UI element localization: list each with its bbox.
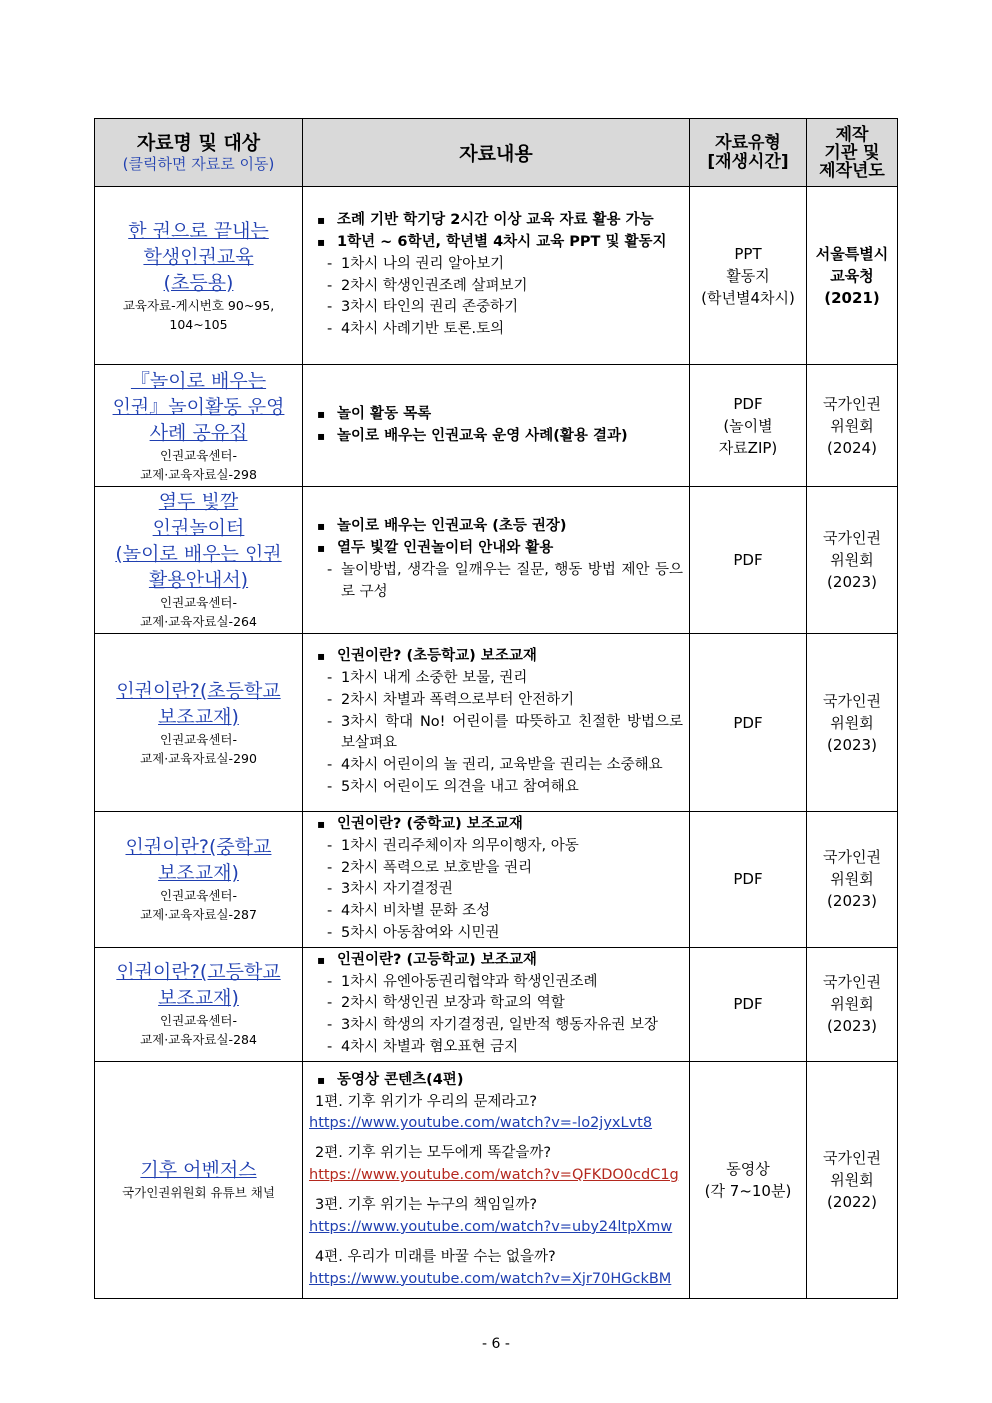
video-episode-title: 2편. 기후 위기는 모두에게 똑같을까?	[315, 1145, 552, 1162]
resource-reference: 교제·교육자료실-298	[140, 466, 257, 482]
video-link[interactable]: https://www.youtube.com/watch?v=Xjr70HGckBM	[309, 1270, 672, 1287]
resource-org: 위원회	[830, 995, 874, 1014]
resource-title-cell	[95, 634, 303, 812]
resource-reference: 교제·교육자료실-287	[140, 907, 257, 923]
content-bullet: ▪ 1학년 ~ 6학년, 학년별 4차시 교육 PPT 및 활동지	[309, 232, 683, 254]
resource-type-cell	[690, 365, 807, 487]
resource-title-link[interactable]: 기후 어벤저스	[140, 1159, 257, 1182]
resource-title-link[interactable]: 보조교재)	[158, 987, 239, 1010]
resource-title-link[interactable]: 보조교재)	[158, 705, 239, 728]
resource-title-link[interactable]: 열두 빛깔	[158, 491, 239, 513]
header-col3-line1: 자료유형	[715, 132, 781, 153]
content-subitem: - 3차시 학대 No! 어린이를 따뜻하고 친절한 방법으로 보살펴요	[309, 712, 683, 756]
resource-content	[303, 644, 689, 801]
content-bullet: ▪ 놀이 활동 목록	[309, 404, 683, 426]
resource-type-cell	[690, 187, 807, 365]
resource-org: (2021)	[824, 288, 880, 307]
header-col4-line3: 제작년도	[819, 160, 885, 181]
resource-content-cell	[303, 365, 690, 487]
spacer	[309, 1186, 683, 1195]
header-type	[690, 119, 807, 187]
resource-title-link[interactable]: 인권이란?(중학교	[125, 836, 272, 859]
resource-title-link[interactable]: 한 권으로 끝내는	[128, 219, 269, 242]
content-bullet: ▪ 인권이란? (고등학교) 보조교재	[309, 950, 683, 972]
resource-table	[94, 118, 898, 1299]
content-subitem: - 1차시 유엔아동권리협약과 학생인권조례	[309, 972, 683, 994]
content-subitem: - 4차시 사례기반 토론.토의	[309, 319, 683, 341]
resource-content-cell	[303, 187, 690, 365]
content-subitem: - 2차시 학생인권 보장과 학교의 역할	[309, 993, 683, 1015]
header-col4-line2: 기관 및	[824, 142, 880, 163]
content-bullet: ▪ 동영상 콘텐츠(4편)	[309, 1070, 683, 1092]
header-col3-line2: [재생시간]	[707, 151, 789, 172]
content-subitem: - 5차시 어린이도 의견을 내고 참여해요	[309, 777, 683, 799]
resource-content	[303, 1068, 689, 1292]
video-link[interactable]: https://www.youtube.com/watch?v=-lo2jyxLvt8	[309, 1115, 653, 1132]
resource-org: 위원회	[830, 870, 874, 889]
spacer	[309, 1238, 683, 1247]
resource-title-cell	[95, 365, 303, 487]
resource-title-link[interactable]: (놀이로 배우는 인권	[115, 543, 282, 565]
resource-org-cell	[807, 812, 898, 948]
resource-title-group	[95, 1155, 302, 1204]
resource-title-cell	[95, 487, 303, 634]
resource-type: 동영상	[726, 1159, 770, 1178]
resource-reference: 인권교육센터-	[160, 595, 237, 610]
table-row	[95, 1061, 898, 1298]
resource-org-cell	[807, 365, 898, 487]
resource-type: PDF	[733, 713, 763, 732]
resource-type: 자료ZIP)	[718, 438, 778, 457]
resource-org-cell	[807, 634, 898, 812]
resource-content	[303, 208, 689, 343]
resource-content	[303, 948, 689, 1061]
resource-type-cell	[690, 947, 807, 1061]
video-episode-title: 3편. 기후 위기는 누구의 책임일까?	[315, 1197, 538, 1214]
resource-org: 국가인권	[823, 848, 881, 867]
resource-title-link[interactable]: 『놀이로 배우는	[130, 369, 267, 392]
resource-org: 국가인권	[823, 973, 881, 992]
header-col1-sub: (클릭하면 자료로 이동)	[122, 154, 275, 173]
resource-type: PDF	[733, 551, 763, 569]
resource-type-cell	[690, 634, 807, 812]
resource-title-link[interactable]: 사례 공유집	[149, 421, 248, 444]
resource-type-cell	[690, 812, 807, 948]
resource-content	[303, 514, 689, 605]
content-bullet: ▪ 인권이란? (초등학교) 보조교재	[309, 646, 683, 668]
resource-reference: 104~105	[169, 316, 228, 332]
resource-title-group	[95, 366, 302, 486]
resource-title-cell	[95, 187, 303, 365]
table-row	[95, 487, 898, 634]
header-col4-line1: 제작	[835, 124, 869, 145]
content-subitem: - 1차시 권리주체이자 의무이행자, 아동	[309, 836, 683, 858]
resource-org: (2022)	[827, 1192, 877, 1211]
resource-type: PPT	[734, 244, 762, 263]
table-row	[95, 634, 898, 812]
content-subitem: - 1차시 나의 권리 알아보기	[309, 254, 683, 276]
table-row	[95, 187, 898, 365]
resource-org-cell	[807, 1061, 898, 1298]
content-subitem: - 3차시 타인의 권리 존중하기	[309, 297, 683, 319]
resource-org: 위원회	[830, 551, 874, 569]
resource-title-group	[95, 957, 302, 1051]
resource-reference: 교제·교육자료실-290	[140, 750, 257, 766]
video-episode-title: 1편. 기후 위기가 우리의 문제라고?	[315, 1093, 538, 1110]
resource-reference: 인권교육센터-	[160, 731, 237, 747]
resource-org-cell	[807, 187, 898, 365]
spacer	[309, 1134, 683, 1143]
resource-org: 국가인권	[823, 394, 881, 413]
page-number: - 6 -	[482, 1336, 510, 1352]
resource-org: 국가인권	[823, 1148, 881, 1167]
resource-org: (2024)	[827, 438, 877, 457]
content-bullet: ▪ 놀이로 배우는 인권교육 운영 사례(활용 결과)	[309, 426, 683, 448]
content-subitem: - 2차시 폭력으로 보호받을 권리	[309, 858, 683, 880]
content-bullet: ▪ 인권이란? (중학교) 보조교재	[309, 814, 683, 836]
resource-org: 국가인권	[823, 691, 881, 710]
resource-org: (2023)	[827, 892, 877, 911]
resource-type: (학년별4차시)	[701, 288, 795, 307]
resource-title-link[interactable]: 보조교재)	[158, 862, 239, 885]
resource-content-cell	[303, 634, 690, 812]
content-subitem: - 놀이방법, 생각을 일깨우는 질문, 행동 방법 제안 등으로 구성	[309, 560, 683, 604]
resource-title-link[interactable]: 학생인권교육	[143, 245, 254, 268]
resource-title-link[interactable]: 인권이란?(고등학교	[116, 961, 281, 984]
resource-title-link[interactable]: 인권놀이터	[152, 517, 245, 539]
resource-reference: 교제·교육자료실-264	[140, 614, 257, 629]
header-col2: 자료내용	[459, 143, 533, 165]
content-bullet: ▪ 놀이로 배우는 인권교육 (초등 권장)	[309, 516, 683, 538]
resource-title-cell	[95, 812, 303, 948]
resource-title-group	[95, 832, 302, 926]
header-title-target	[95, 119, 303, 187]
header-col1-title: 자료명 및 대상	[136, 131, 261, 154]
resource-org: (2023)	[827, 735, 877, 754]
resource-content-cell	[303, 812, 690, 948]
resource-type: PDF	[733, 394, 763, 413]
content-subitem: - 2차시 차별과 폭력으로부터 안전하기	[309, 690, 683, 712]
resource-title-group	[95, 216, 302, 336]
resource-title-cell	[95, 1061, 303, 1298]
resource-type: (각 7~10분)	[704, 1181, 792, 1200]
content-subitem: - 5차시 아동참여와 시민권	[309, 923, 683, 945]
resource-reference: 교육자료-게시번호 90~95,	[122, 297, 275, 313]
content-subitem: - 4차시 어린이의 놀 권리, 교육받을 권리는 소중해요	[309, 755, 683, 777]
video-link[interactable]: https://www.youtube.com/watch?v=QFKDO0cdC1g	[309, 1167, 679, 1184]
video-episode-title: 4편. 우리가 미래를 바꿀 수는 없을까?	[315, 1248, 556, 1265]
resource-org: 위원회	[830, 1170, 874, 1189]
header-org	[807, 119, 898, 187]
resource-reference: 국가인권위원회 유튜브 채널	[122, 1185, 275, 1201]
content-subitem: - 2차시 학생인권조례 살펴보기	[309, 276, 683, 298]
resource-type: PDF	[733, 870, 763, 889]
resource-type-cell	[690, 487, 807, 634]
header-content	[303, 119, 690, 187]
resource-org: 위원회	[830, 416, 874, 435]
resource-type-cell	[690, 1061, 807, 1298]
resource-title-link[interactable]: 인권』놀이활동 운영	[112, 395, 285, 418]
resource-content-cell	[303, 947, 690, 1061]
resource-title-cell	[95, 947, 303, 1061]
resource-content	[303, 812, 689, 947]
resource-org-cell	[807, 947, 898, 1061]
resource-title-link[interactable]: (초등용)	[163, 271, 234, 294]
table-row	[95, 365, 898, 487]
table-row	[95, 947, 898, 1061]
resource-reference: 인권교육센터-	[160, 888, 237, 904]
resource-type: PDF	[733, 995, 763, 1014]
resource-type: 활동지	[726, 266, 770, 285]
resource-org: (2023)	[827, 1017, 877, 1036]
video-link[interactable]: https://www.youtube.com/watch?v=uby24ltpXmw	[309, 1218, 673, 1235]
resource-org: 교육청	[830, 266, 874, 285]
resource-reference: 인권교육센터-	[160, 447, 237, 463]
resource-title-group	[95, 487, 302, 633]
header-row	[95, 119, 898, 187]
table-row	[95, 812, 898, 948]
content-subitem: - 3차시 자기결정권	[309, 879, 683, 901]
resource-org: 서울특별시	[815, 244, 889, 263]
content-subitem: - 3차시 학생의 자기결정권, 일반적 행동자유권 보장	[309, 1015, 683, 1037]
resource-reference: 인권교육센터-	[160, 1013, 237, 1029]
resource-content	[303, 402, 689, 450]
resource-org-cell	[807, 487, 898, 634]
resource-org: 국가인권	[823, 529, 881, 547]
resource-type: (놀이별	[723, 416, 773, 435]
resource-title-group	[95, 676, 302, 770]
content-bullet: ▪ 조례 기반 학기당 2시간 이상 교육 자료 활용 가능	[309, 210, 683, 232]
resource-content-cell	[303, 487, 690, 634]
resource-title-link[interactable]: 활용안내서)	[148, 569, 249, 591]
content-subitem: - 1차시 내게 소중한 보물, 권리	[309, 668, 683, 690]
content-subitem: - 4차시 차별과 혐오표현 금지	[309, 1037, 683, 1059]
resource-org: (2023)	[827, 573, 877, 591]
resource-reference: 교제·교육자료실-284	[140, 1032, 257, 1048]
resource-title-link[interactable]: 인권이란?(초등학교	[116, 679, 281, 702]
resource-org: 위원회	[830, 713, 874, 732]
content-subitem: - 4차시 비차별 문화 조성	[309, 901, 683, 923]
resource-content-cell	[303, 1061, 690, 1298]
content-bullet: ▪ 열두 빛깔 인권놀이터 안내와 활용	[309, 538, 683, 560]
